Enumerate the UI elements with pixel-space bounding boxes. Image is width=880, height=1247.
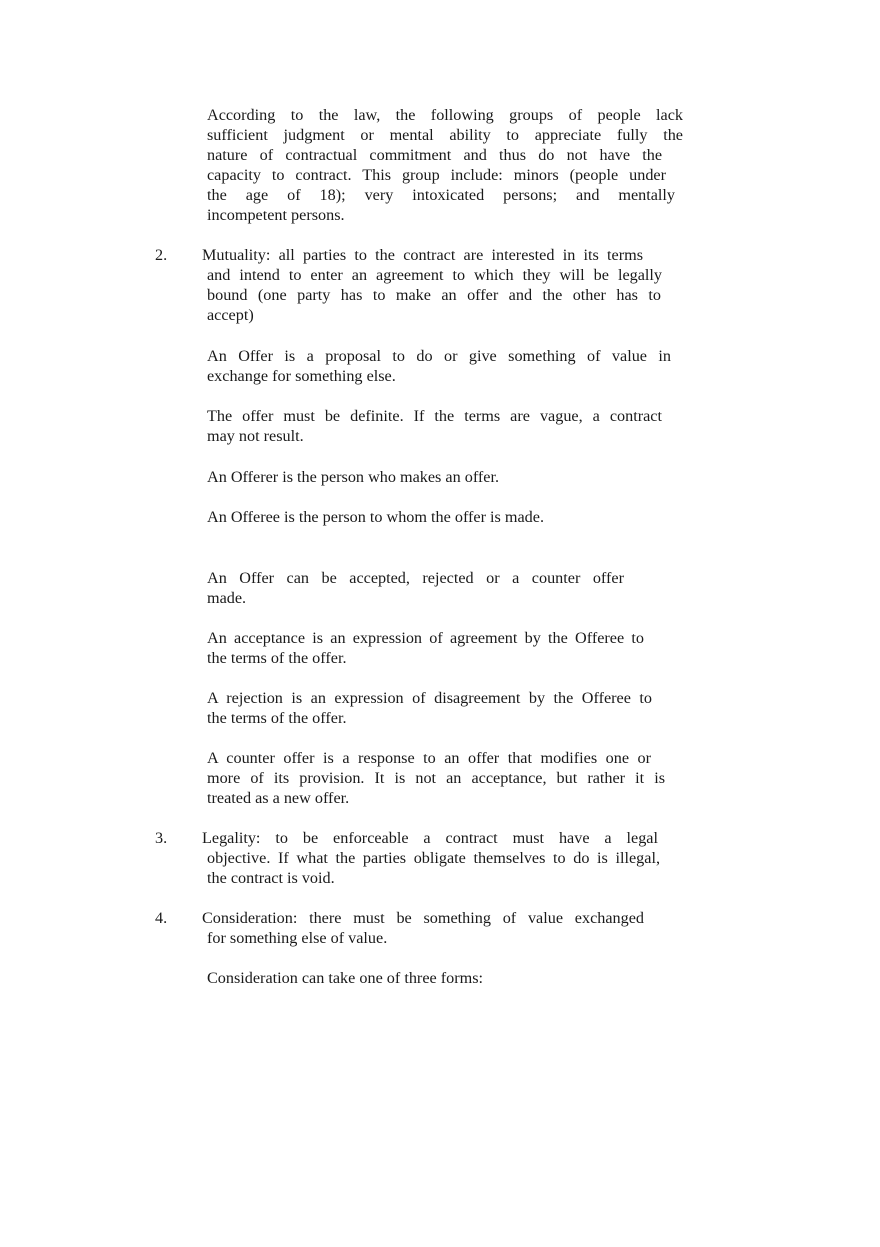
text-line: more of its provision. It is not an acceptance, but rather it is [207,769,665,788]
text-line: The offer must be definite. If the terms are vague, a contract [207,407,662,425]
text-line: Consideration: there must be something of value exchanged [202,909,644,927]
text-line: capacity to contract. This group include: minors (people under [207,166,666,185]
text-line: the age of 18); very intoxicated persons; and mentally [207,186,675,205]
text-line: sufficient judgment or mental ability to appreciate fully the [207,126,683,145]
text-line: and intend to enter an agreement to which they will be legally [207,266,662,284]
text-line: A rejection is an expression of disagreement by the Offeree to [207,689,652,707]
text-line: Consideration can take one of three forms: [207,969,483,987]
offer-definition [207,346,671,386]
text-line: the terms of the offer. [207,709,347,728]
text-line: the terms of the offer. [207,649,347,668]
text-line: According to the law, the following groups of people lack [207,106,683,124]
text-line: bound (one party has to make an offer and the other has to [207,286,661,305]
text-line: An Offerer is the person who makes an offer. [207,468,500,486]
text-line: may not result. [207,427,304,446]
item2-first-line [202,245,643,265]
text-line: Mutuality: all parties to the contract are interested in its terms [202,246,643,264]
text-line: exchange for something else. [207,367,396,386]
offerer-definition [207,467,499,487]
text-line: Legality: to be enforceable a contract must have a legal [202,829,658,847]
capacity-paragraph [207,105,683,226]
text-line: An acceptance is an expression of agreement by the Offeree to [207,629,644,647]
item3-first-line [202,828,658,848]
offer-definite [207,406,662,446]
acceptance-definition [207,628,644,668]
text-line: An Offeree is the person to whom the offer is made. [207,508,544,526]
text-line: A counter offer is a response to an offer that modifies one or [207,749,651,767]
item4-first-line [202,908,644,928]
text-line: the contract is void. [207,869,335,888]
text-line: made. [207,589,247,608]
text-line: objective. If what the parties obligate themselves to do is illegal, [207,849,660,867]
item2-paragraph [207,265,662,325]
offer-outcomes [207,568,624,608]
list-number-4: 4. [155,909,168,927]
text-line: for something else of value. [207,929,388,947]
text-line: nature of contractual commitment and thus do not have the [207,146,662,165]
text-line: treated as a new offer. [207,789,350,808]
text-line: incompetent persons. [207,206,345,225]
text-line: accept) [207,306,254,325]
item4-paragraph [207,928,387,948]
text-line: An Offer is a proposal to do or give something of value in [207,347,671,365]
offeree-definition [207,507,544,527]
item3-paragraph [207,848,660,888]
rejection-definition [207,688,652,728]
consideration-forms [207,968,483,988]
list-number-2: 2. [155,246,168,264]
list-number-3: 3. [155,829,168,847]
counter-offer-definition [207,748,665,808]
text-line: An Offer can be accepted, rejected or a counter offer [207,569,624,587]
